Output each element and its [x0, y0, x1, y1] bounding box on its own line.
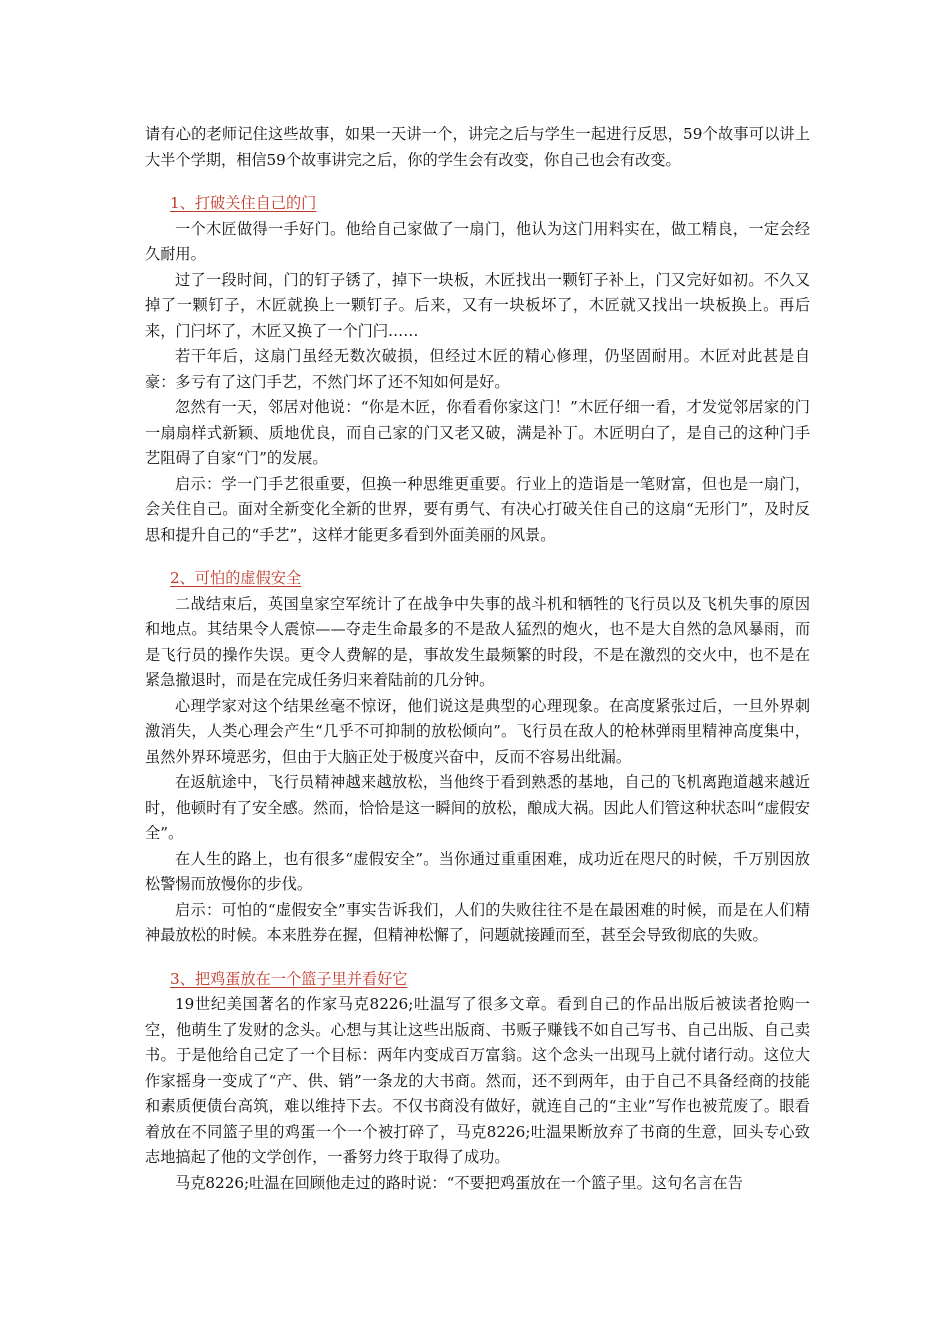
paragraph: 启示：可怕的“虚假安全”事实告诉我们，人们的失败往往不是在最困难的时候，而是在人们精神最放松的时候。本来胜券在握，但精神松懈了，问题就接踵而至，甚至会导致彻底的失败。: [145, 900, 810, 944]
paragraph: 一个木匠做得一手好门。他给自己家做了一扇门，他认为这门用料实在，做工精良，一定会经久耐用。: [145, 219, 810, 263]
paragraph: 在人生的路上，也有很多“虚假安全”。当你通过重重困难，成功近在咫尺的时候，千万别因放松警惕而放慢你的步伐。: [145, 849, 810, 893]
story-section-2: [145, 566, 810, 949]
paragraph: 二战结束后，英国皇家空军统计了在战争中失事的战斗机和牺牲的飞行员以及飞机失事的原因和地点。其结果令人震惊——夺走生命最多的不是敌人猛烈的炮火，也不是大自然的急风暴雨，而是飞行员的操作失误。更令人费解的是，事故发生最频繁的时段，不是在激烈的交火中，也不是在紧急撤退时，而是在完成任务归来着陆前的几分钟。: [145, 594, 810, 689]
story-section-3: [145, 967, 810, 1197]
paragraph: 过了一段时间，门的钉子锈了，掉下一块板，木匠找出一颗钉子补上，门又完好如初。不久又掉了一颗钉子，木匠就换上一颗钉子。后来，又有一块板坏了，木匠就又找出一块板换上。再后来，门闩坏了，木匠又换了一个门闩……: [145, 270, 810, 340]
intro-paragraph: 请有心的老师记住这些故事，如果一天讲一个，讲完之后与学生一起进行反思，59个故事可以讲上大半个学期，相信59个故事讲完之后，你的学生会有改变，你自己也会有改变。: [145, 125, 810, 169]
paragraph: 启示：学一门手艺很重要，但换一种思维更重要。行业上的造诣是一笔财富，但也是一扇门，会关住自己。面对全新变化全新的世界，要有勇气、有决心打破关住自己的这扇“无形门”，及时反思和提升自己的“手艺”，这样才能更多看到外面美丽的风景。: [145, 474, 810, 544]
story-section-1: [145, 191, 810, 548]
paragraph: 在返航途中，飞行员精神越来越放松，当他终于看到熟悉的基地，自己的飞机离跑道越来越近时，他顿时有了安全感。然而，恰恰是这一瞬间的放松，酿成大祸。因此人们管这种状态叫“虚假安全”。: [145, 773, 810, 842]
paragraph: 19世纪美国著名的作家马克8226;吐温写了很多文章。看到自己的作品出版后被读者抢购一空，他萌生了发财的念头。心想与其让这些出版商、书贩子赚钱不如自己写书、自己出版、自己卖书。于是他给自己定了一个目标：两年内变成百万富翁。这个念头一出现马上就付诸行动。这位大作家摇身一变成了“产、供、销”一条龙的大书商。然而，还不到两年，由于自己不具备经商的技能和素质便债台高筑，难以维持下去。不仅书商没有做好，就连自己的“主业”写作也被荒废了。眼看着放在不同篮子里的鸡蛋一个一个被打碎了，马克8226;吐温果断放弃了书商的生意，回头专心致志地搞起了他的文学创作，一番努力终于取得了成功。: [145, 995, 810, 1166]
paragraph: 马克8226;吐温在回顾他走过的路时说：“不要把鸡蛋放在一个篮子里。这句名言在告: [175, 1173, 743, 1192]
paragraph: 若干年后，这扇门虽经无数次破损，但经过木匠的精心修理，仍坚固耐用。木匠对此甚是自豪：多亏有了这门手艺，不然门坏了还不知如何是好。: [145, 347, 810, 391]
section-title: 2、可怕的虚假安全: [170, 569, 302, 587]
document-page: [145, 122, 810, 1196]
intro-block: [145, 122, 810, 173]
paragraph: 心理学家对这个结果丝毫不惊讶，他们说这是典型的心理现象。在高度紧张过后，一旦外界刺激消失，人类心理会产生“几乎不可抑制的放松倾向”。飞行员在敌人的枪林弹雨里精神高度集中，虽然外界环境恶劣，但由于大脑正处于极度兴奋中，反而不容易出纰漏。: [145, 696, 810, 766]
section-title: 3、把鸡蛋放在一个篮子里并看好它: [170, 969, 408, 988]
section-title: 1、打破关住自己的门: [170, 194, 317, 212]
paragraph: 忽然有一天，邻居对他说：“你是木匠，你看看你家这门！”木匠仔细一看，才发觉邻居家的门一扇扇样式新颖、质地优良，而自己家的门又老又破，满是补丁。木匠明白了，是自己的这种门手艺阻碍了自家“门”的发展。: [145, 398, 810, 467]
